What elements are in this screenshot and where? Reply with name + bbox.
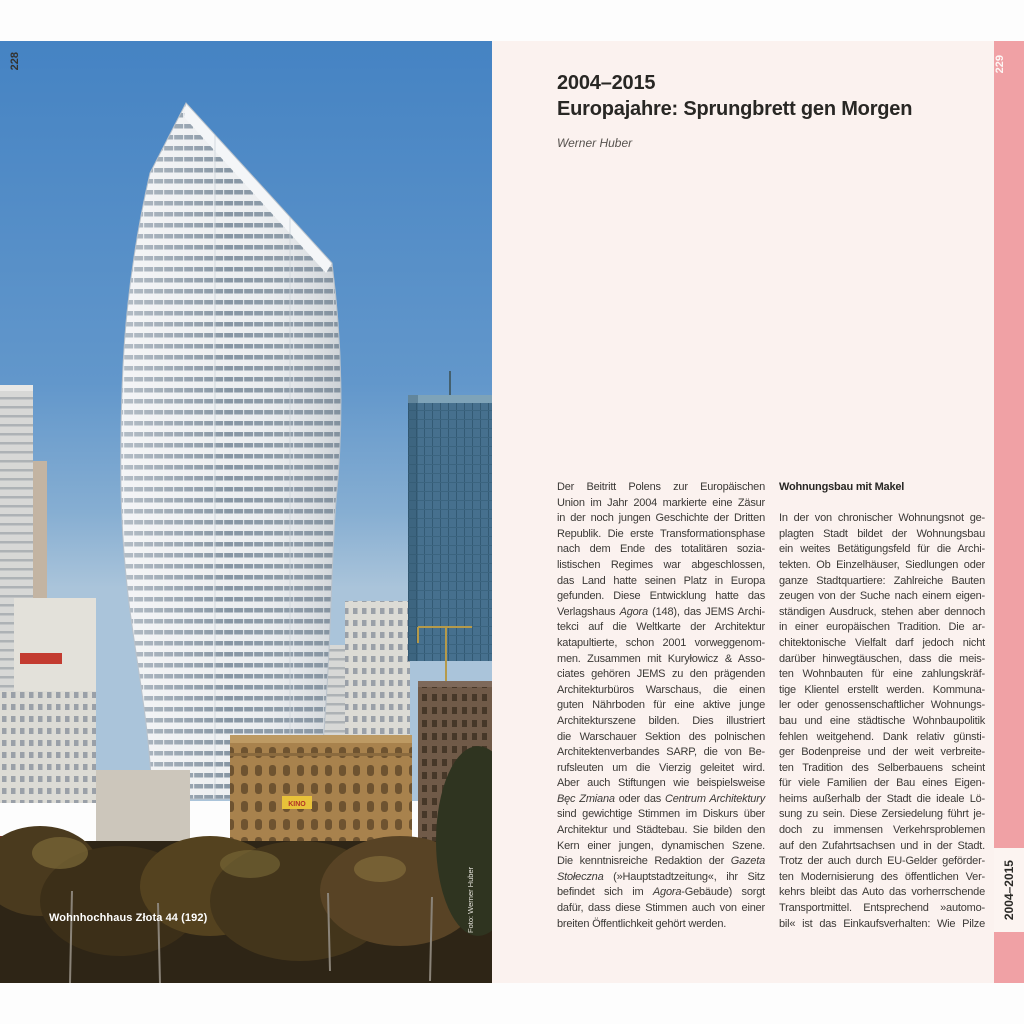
text-line: Der Beitritt Polens zur Europäischen — [557, 481, 765, 493]
page-number-right: 229 — [994, 55, 1006, 74]
text-line: zeugen von der Suche nach einem eigen- — [779, 590, 985, 603]
text-line: Verlagshaus Agora (148), das JEMS Archi- — [557, 605, 765, 618]
text-line: kehrs bleibt das Auto das vorherrschende — [779, 886, 985, 899]
page-number-left: 228 — [9, 52, 21, 71]
text-line: nach dem Ende des totalitären sozia- — [557, 543, 765, 556]
chapter-tab-label: 2004–2015 — [1002, 859, 1016, 921]
text-line: ciates gehören JEMS zu den prägenden — [557, 668, 765, 681]
text-line: men. Zusammen mit Kuryłowicz & Asso- — [557, 652, 765, 665]
text-line: ten Tradition des Selberbauens scheint — [779, 761, 985, 774]
text-line: bau und eine städtische Wohnbaupolitik — [779, 714, 985, 727]
photo-caption: Wohnhochhaus Złota 44 (192) — [49, 912, 208, 924]
right-page — [492, 41, 1024, 983]
index-strip — [994, 41, 1024, 983]
text-line: Stołeczna (»Hauptstadtzeitung«, ihr Sitz — [557, 870, 765, 883]
text-line: Architekturszene bilden. Dies illustriert — [557, 714, 765, 727]
text-line: für viele Familien der Bau eines Eigen- — [779, 777, 985, 790]
text-line: Republik. Die erste Transformationsphase — [557, 527, 765, 540]
text-line: heims außerhalb der Stadt die ideale Lö- — [779, 792, 985, 805]
photo-illustration — [0, 41, 492, 983]
text-line: Architektenverbandes SARP, die von Be- — [557, 746, 765, 759]
text-line: listischen Regimes war abgeschlossen, — [557, 558, 765, 571]
text-line: Bęc Zmiana oder das Centrum Architektury — [557, 792, 765, 805]
text-line: ein weites Betätigungsfeld für die Archi- — [779, 543, 985, 556]
text-line: chitektonische Vielfalt darf jedoch nicht — [779, 636, 985, 649]
text-line: das Land hatte seinen Platz in Europa — [557, 574, 765, 587]
text-line: sung zu sein. Diese Zersiedelung führt je- — [779, 808, 985, 821]
text-line: ganze Stadtquartiere: Zahlreiche Bauten — [779, 574, 985, 587]
sign-kino: KINO — [288, 801, 306, 808]
text-line: doch zu immensen Verkehrsproblemen — [779, 824, 985, 837]
text-line: guten Nährboden für eine aktive junge — [557, 699, 765, 712]
text-line: die Warschauer Sektion des polnischen — [557, 730, 765, 743]
text-line: sind gewichtige Stimmen im Diskurs über — [557, 808, 765, 821]
text-column-right-body — [779, 511, 985, 932]
chapter-index-tab — [994, 848, 1024, 932]
text-line: in einer europäischen Tradition. Die ar- — [779, 621, 985, 634]
text-line: ten Modernisierung des öffentlichen Ver- — [779, 870, 985, 883]
text-line: Architektur und Städtebau. Sie bilden den — [557, 824, 765, 837]
chapter-title-block — [557, 70, 977, 150]
text-line: tige Klientel erstellt werden. Kommuna- — [779, 683, 985, 696]
text-line: bil« ist das Einkaufsverhalten: Wie Pilze — [779, 917, 985, 930]
text-line: darüber hinwegtäuschen, dass die meis- — [779, 652, 985, 665]
text-line: Kern einer jungen, dynamischen Szene. — [557, 839, 765, 852]
text-column-right — [779, 480, 985, 932]
text-line: Union im Jahr 2004 markierte eine Zäsur — [557, 496, 765, 509]
text-line: Transportmittel. Entsprechend »automo- — [779, 902, 985, 915]
text-line: gefunden. Diese Entwicklung hatte das — [557, 590, 765, 603]
text-line: Trotz der auch durch EU-Gelder geförder- — [779, 855, 985, 868]
text-line: ständigen Ausdruck, stehen aber dennoch — [779, 605, 985, 618]
text-column-left — [557, 480, 765, 932]
text-line: fehlen weitgehend. Dank relativ günsti- — [779, 730, 985, 743]
text-line: ten Wohnbauten für eine zahlungskräf- — [779, 668, 985, 681]
text-line: rufsleuten um die Vierzig geleitet wird. — [557, 761, 765, 774]
chapter-title: Europajahre: Sprungbrett gen Morgen — [557, 98, 913, 120]
text-line: dafür, dass diese Stimmen auch von einer — [557, 902, 765, 915]
text-line: plagten Stadt bildet der Wohnungsbau — [779, 527, 985, 540]
text-line: Aber auch Stiftungen wie beispielsweise — [557, 777, 765, 790]
text-line: tekci auf die Weltkarte der Architektur — [557, 621, 765, 634]
text-line: breiten Öffentlichkeit gehört werden. — [557, 917, 727, 930]
text-line: ger Bodenpreise und der weit verbreite- — [779, 746, 985, 759]
text-line: ler oder genossenschaftlicher Wohnungs- — [779, 699, 985, 712]
text-line: In der von chronischer Wohnungsnot ge- — [779, 512, 985, 525]
photo-zlota44-warsaw — [0, 41, 492, 983]
text-line: befindet sich im Agora-Gebäude) sorgt — [557, 886, 765, 899]
photo-credit: Foto: Werner Huber — [466, 866, 475, 933]
text-line: tekten. Ob Einzelhäuser, Siedlungen oder — [779, 558, 985, 571]
text-line: Architekturbüros Warschaus, die einen — [557, 683, 765, 696]
chapter-author: Werner Huber — [557, 136, 633, 150]
text-line: katapultierte, schon 2001 vorweggenom- — [557, 636, 765, 649]
chapter-years: 2004–2015 — [557, 72, 656, 94]
text-line: Die kenntnisreiche Redaktion der Gazeta — [557, 855, 765, 868]
section-heading: Wohnungsbau mit Makel — [779, 481, 905, 493]
text-line: in der noch jungen Geschichte der Dritten — [557, 512, 765, 525]
text-line: auf den Zufahrtsachsen und in der Stadt. — [779, 839, 985, 852]
